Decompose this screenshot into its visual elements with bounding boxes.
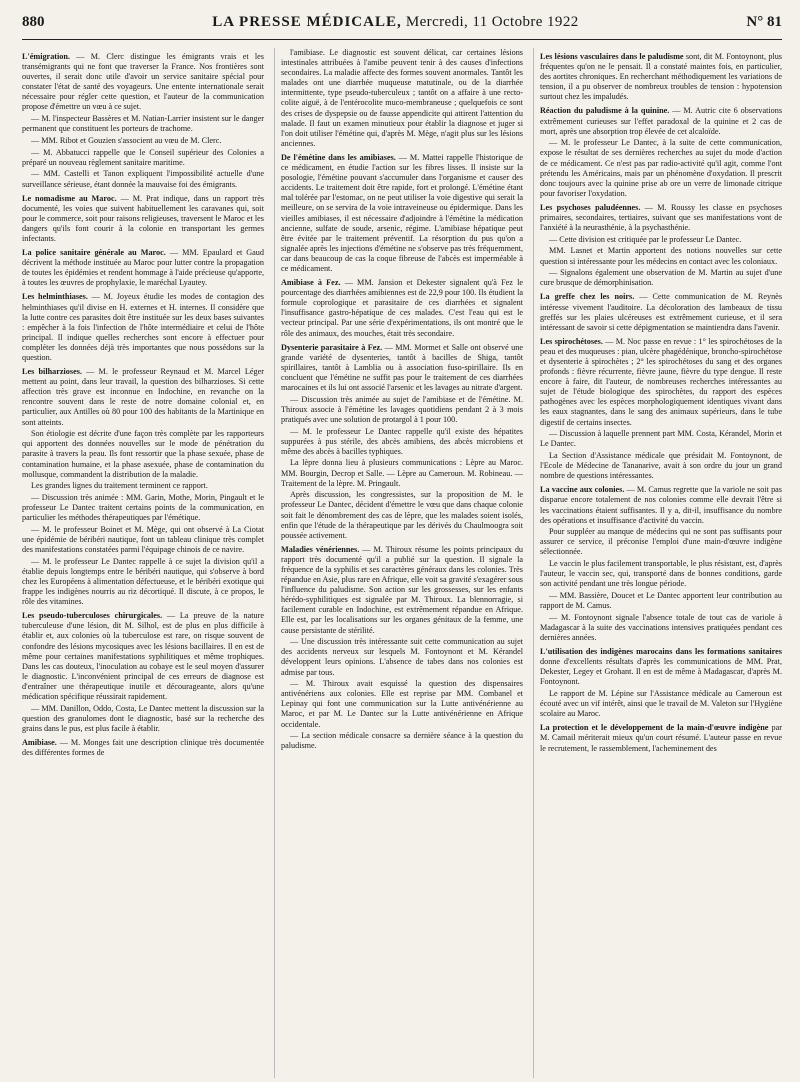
paragraph: [22, 169, 264, 189]
section-heading: Maladies vénériennes.: [281, 544, 360, 554]
paragraph: [540, 292, 782, 332]
section-heading: Les bilharzioses.: [22, 367, 82, 377]
paragraph: [22, 557, 264, 607]
paragraph: [540, 337, 782, 428]
paragraph: [281, 458, 523, 488]
paragraph: [540, 613, 782, 643]
paragraph-text: l'amibiase. Le diagnostic est souvent délicat, car certaines lésions intestinales attribuées à l'amibe peuvent tenir à des causes d'infections secondaires. La maladie affecte des formes souvent anormales. Tantôt les malades ont une diarrhée muqueuse matutinale, ou de la diarrhée intermittente, type pseudo-tuberculeux ; tantôt on a affaire à une recto-colite aiguë, à de l'entérocolite muco-membraneuse ; quelquefois ce sont des crises de dyspepsie ou de fausse appendicite qui attirent l'attention du malade. Il faut un examen minutieux pour établir la diagnose et juger si l'on doit utiliser l'émétine qui, d'après M. Mège, n'agit plus sur les lésions anciennes.: [281, 48, 523, 148]
paragraph: [540, 52, 782, 102]
paragraph-text: — M. Joyeux étudie les modes de contagion des helminthiases qu'il divise en H. externes et H. internes. Il considère que la lutte contre ces parasites doit être instituée sur les deux bases suivantes : empêcher à la fois l'infection de l'hôte intermédiaire et celui de l'hôte principal. Il indique quelles recherches sont encore à effectuer pour compléter les données déjà très importantes que nous possédons sur la question.: [22, 292, 264, 362]
paragraph: [22, 481, 264, 491]
section-heading: Les lésions vasculaires dans le paludisme: [540, 52, 684, 61]
section-heading: Les helminthiases.: [22, 292, 88, 302]
paragraph-text: — M. Abbatucci rappelle que le Conseil supérieur des Colonies a préparé un nouveau règlement sanitaire maritime.: [22, 147, 264, 167]
paragraph-text: — Une discussion très intéressante suit cette communication au sujet des accidents nerveux sur lesquels M. Fontoynont et M. Kérandel développent leurs opinions. L'absence de tabes dans nos colonies est admise par tous.: [281, 637, 523, 677]
paragraph: [22, 493, 264, 523]
paragraph: [281, 637, 523, 677]
paragraph-text: Les grandes lignes du traitement terminent ce rapport.: [31, 481, 208, 491]
section-heading: Les spirochétoses.: [540, 336, 603, 346]
paragraph: [22, 367, 264, 428]
paragraph-text: Pour suppléer au manque de médecins qui ne sont pas suffisants pour assurer ce service, il préconise l'emploi d'une main-d'œuvre indigène sélectionnée.: [540, 527, 782, 557]
paragraph-text: — M. Roussy les classe en psychoses primaires, secondaires, tertiaires, suivant que ses manifestations vont de l'anxiété à la neurasthénie, à la psychasthénie.: [540, 202, 782, 233]
journal-name: LA PRESSE MÉDICALE,: [212, 14, 402, 30]
column-2: [274, 48, 523, 1078]
paragraph-text: par M. Camail mériterait mieux qu'un court résumé. L'auteur passe en revue le recrutement, le rassemblement, l'acheminement des: [540, 723, 782, 753]
paragraph-text: — Discussion très animée au sujet de l'amibiase et de l'émétine. M. Thiroux associe à l'émétine les lavages quotidiens pendant 2 à 3 mois pratiqués avec une solution de protargol à 1 pour 100.: [281, 394, 523, 424]
paragraph-text: — M. Mattei rappelle l'historique de ce médicament, en étudie l'action sur les fibres lisses. Il insiste sur la posologie, l'émétine pouvant s'accumuler dans l'organisme et causer des accidents. Le traitement doit être rapide, fort et prolongé. L'émétine étant mal tolérée par l'estomac, on ne peut utiliser la voie digestive qui serait la meilleure, on se servira de la voie intraveineuse ou épidermique. Dans les vieilles amibiases, il est nécessaire d'adjoindre à l'émétine la médication ancienne, sulfate de soude, arsenic, régime. L'amibiase hépatique peut être évitée par le traitement préventif. La résorption du pus qu'on a signalée après les injections d'émétine ne s'observe pas très fréquemment, car dans beaucoup de cas la coque fibreuse de l'abcès est imperméable à ce médicament.: [281, 152, 523, 273]
paragraph: [22, 525, 264, 555]
paragraph-text: — MM. Castelli et Tanon expliquent l'impossibilité actuelle d'une surveillance sérieuse, étant donnée la mauvaise foi des émigrants.: [22, 169, 264, 189]
paragraph-text: — Discussion à laquelle prennent part MM. Costa, Kérandel, Morin et Le Dantec.: [540, 429, 782, 449]
paragraph-text: — M. Camus regrette que la variole ne soit pas disparue encore totalement de nos colonies comme elle devrait l'être si les vaccinations étaient suffisantes. Il y a, dit-il, insuffisance du nombre des opérations et insuffisance d'activité du vaccin.: [540, 485, 782, 525]
paragraph: [281, 427, 523, 457]
paragraph: [540, 268, 782, 288]
paragraph: [22, 194, 264, 244]
paragraph: [22, 704, 264, 734]
paragraph-text: — MM. Mormet et Salle ont observé une grande variété de dysenteries, tantôt à bacilles de Shiga, tantôt spirillaires, tantôt à Lamblia ou à association fuso-spirillaire. Ils en concluent que l'émétine ne suffit pas pour le traitement de ces diarrhées marocaines et ils lui ont associé l'arsenic et les lavages au nitrate d'argent.: [281, 342, 523, 392]
section-heading: Amibiase à Fez.: [281, 278, 341, 288]
paragraph: [22, 52, 264, 113]
paragraph: [540, 527, 782, 557]
paragraph: [540, 138, 782, 199]
paragraph-text: — Cette communication de M. Reynès intéresse vivement l'auditoire. La décoloration des lambeaux de tissu greffés sur les plaies ulcéreuses est extrêmement curieuse, et il sera intéressant de savoir si cette dépigmentation se maintiendra dans l'avenir.: [540, 292, 782, 332]
paragraph-text: Le rapport de M. Lépine sur l'Assistance médicale au Cameroun est écouté avec un vif intérêt, ainsi que le travail de M. Valeton sur l'Hygiène scolaire au Maroc.: [540, 689, 782, 719]
paragraph-text: — La section médicale consacre sa dernière séance à la question du paludisme.: [281, 731, 523, 751]
section-heading: La greffe chez les noirs.: [540, 292, 635, 302]
paragraph-text: — Discussion très animée : MM. Garin, Mothe, Morin, Pingault et le professeur Le Dantec traitent certains points de la communication, en particulier les méthodes thérapeutiques par l'émétique.: [22, 493, 264, 523]
paragraph-text: Après discussion, les congressistes, sur la proposition de M. le professeur Le Dantec, décident d'émettre le vœu que dans chaque colonie soit fait le dénombrement des cas de lèpre, que les malades soient isolés, enfin que l'étude de la thérapeutique par les dérivés du Chaulmoogra soit poussée activement.: [281, 490, 523, 540]
paragraph-text: — Cette division est critiquée par le professeur Le Dantec.: [549, 234, 742, 244]
paragraph-text: — M. le professeur Boinet et M. Mège, qui ont observé à La Ciotat une épidémie de béribéri nautique, font un tableau clinique très complet des manifestations constatées parmi l'équipage chinois de ce navire.: [22, 524, 264, 555]
paragraph: [22, 114, 264, 134]
paragraph: [540, 106, 782, 136]
paragraph: [540, 559, 782, 589]
running-title: [212, 14, 578, 31]
paragraph: [22, 136, 264, 146]
paragraph: [540, 235, 782, 245]
paragraph: [540, 485, 782, 525]
paragraph-text: Son étiologie est décrite d'une façon très complète par les rapporteurs qui apportent des données nouvelles sur le mode de pénétration du parasite à travers la peau. Ils font ressortir que la phase sexuée, phase de contamination humaine, et la phase asexuée, phase de contamination du mollusque, commandent la distribution de la maladie.: [22, 429, 264, 479]
section-heading: La vaccine aux colonies.: [540, 485, 625, 495]
paragraph-text: MM. Lasnet et Martin apportent des notions nouvelles sur cette question si intéressante pour les médecins en contact avec les coloniaux.: [540, 246, 782, 266]
paragraph-text: — M. Prat indique, dans un rapport très documenté, les voies que suivent habituellement les caravanes qui, soit pour le commerce, soit pour raisons religieuses, traversent le Maroc et les dangers qu'ils font courir à la colonie en transportant les germes infectants.: [22, 193, 264, 243]
paragraph: [281, 545, 523, 636]
page-header: [22, 14, 782, 40]
column-1: [22, 48, 264, 1078]
paragraph-text: — M. le professeur Le Dantec, à la suite de cette communication, expose le résultat de ses dernières recherches au sujet du mode d'action de ce médicament. Ce n'est pas par radio-activité qu'il agit, comme l'ont prétendu les Américains, mais par un phénomène d'oxydation. Il prescrit donc toujours avec la quinine prise ab ore un verre de limonade citrique pour favoriser l'oxydation.: [540, 138, 782, 198]
page-number: 880: [22, 14, 45, 30]
paragraph: [22, 292, 264, 363]
paragraph-text: — M. le professeur Reynaud et M. Marcel Léger mettent au point, dans leur travail, la question des bilharzioses. Si cette affection très grave est inconnue en Indochine, en revanche on la rencontre souvent dans le reste de notre domaine colonial et, en particulier, aux Antilles où 80 pour 100 des habitants de la Martinique en sont atteints.: [22, 367, 264, 427]
paragraph-text: — MM. Bassière, Doucet et Le Dantec apportent leur contribution au rapport de M. Camus.: [540, 591, 782, 611]
paragraph-text: — M. Clerc distingue les émigrants vrais et les transémigrants qui ne font que traverser la France. Nos frontières sont ouvertes, il serait donc utile d'avoir un service sanitaire spécial pour constater l'état de santé des voyageurs. Une entente internationale serait nécessaire pour régler cette question, et l'auteur de la communication propose d'émettre un vœu à ce sujet.: [22, 52, 264, 112]
paragraph-text: — M. Monges fait une description clinique très documentée des différentes formes de: [22, 737, 264, 758]
paragraph: [281, 278, 523, 339]
section-heading: Les pseudo-tuberculoses chirurgicales.: [22, 611, 163, 621]
section-heading: L'émigration.: [22, 52, 70, 61]
paragraph: [281, 731, 523, 751]
paragraph: [281, 153, 523, 274]
paragraph-text: Le vaccin le plus facilement transportable, le plus résistant, est, d'après l'auteur, le vaccin sec, qui, transporté dans de bonnes conditions, garde son activité pendant une très longue période.: [540, 559, 782, 589]
paragraph: [22, 148, 264, 168]
issue-date: Mercredi, 11 Octobre 1922: [405, 14, 579, 30]
paragraph-text: — MM. Danillon, Oddo, Costa, Le Dantec mettent la discussion sur la question des granulomes dont le diagnostic, basé sur la recherche des grains dans le pus, est plus facile à établir.: [22, 703, 264, 733]
paragraph-text: — M. Fontoynont signale l'absence totale de tout cas de variole à Madagascar à la suite des vaccinations intensives pratiquées pendant ces dernières années.: [540, 612, 782, 642]
paragraph-text: — MM. Ribot et Gouzien s'associent au vœu de M. Clerc.: [31, 135, 222, 145]
paragraph: [22, 738, 264, 758]
paragraph: [540, 689, 782, 719]
paragraph: [22, 611, 264, 702]
paragraph-text: — M. Noc passe en revue : 1° les spirochétoses de la peau et des muqueuses : pian, ulcère phagédénique, broncho-spirochétose et dysenterie à spirochètes ; 2° les spirochétoses du sang et des organes profonds : fièvre récurrente, fièvre jaune, fièvre du type dengue. Il reste encore à faire, dit l'auteur, de nombreuses recherches intéressantes au sujet de l'étude biologique des spirochètes, du rapport des espèces pathogènes avec les espèces morphologiquement identiques vivant dans les eaux stagnantes, dans le sang des animaux supérieurs, dans le tube digestif de certains insectes.: [540, 336, 782, 427]
paragraph: [22, 429, 264, 479]
section-heading: La police sanitaire générale au Maroc.: [22, 248, 166, 258]
paragraph: [540, 451, 782, 481]
section-heading: Amibiase.: [22, 737, 57, 747]
paragraph-text: La Section d'Assistance médicale que présidait M. Fontoynont, de l'Ecole de Médecine de Tananarive, avait à son ordre du jour un grand nombre de questions intéressantes.: [540, 451, 782, 481]
paragraph-text: — Signalons également une observation de M. Martin au sujet d'une cure brusque de démorphinisation.: [540, 268, 782, 288]
paragraph: [540, 246, 782, 266]
paragraph: [281, 490, 523, 540]
paragraph-text: donne d'excellents résultats d'après les communications de MM. Prat, Dekester, Legey et Grohant. Il en est de même à Madagascar, d'après M. Fontoynont.: [540, 657, 782, 687]
paragraph-text: — M. le professeur Le Dantec rappelle qu'il existe des hépatites suppurées à pus stérile, des abcès amibiens, des abcès microbiens et même des abcès à bacilles typhiques.: [281, 426, 523, 456]
paragraph-text: — M. Thiroux avait esquissé la question des dispensaires antivénériens aux colonies. Elle est reprise par MM. Combanel et Lepinay qui font une communication sur la Lutte antivénérienne au Maroc, et par M. Le Dantec sur la Lutte antivénérienne en Afrique occidentale.: [281, 679, 523, 729]
paragraph: [281, 395, 523, 425]
article-columns: [22, 48, 782, 1078]
paragraph-text: — MM. Jansion et Dekester signalent qu'à Fez le pourcentage des diarrhées amibiennes est de 22,9 pour 100. Ils étudient la formule coprologique et parasitaire de ces diarrhées et signalent l'insuffisance gastro-hépatique de ces malades. C'est l'eau qui est le vecteur principal. Par une série d'expérimentations, ils ont montré que le rôle des animaux, des mouches, était très secondaire.: [281, 278, 523, 338]
paragraph: [540, 203, 782, 233]
paragraph-text: — M. le professeur Le Dantec rappelle à ce sujet la division qu'il a établie depuis longtemps entre le béribéri nautique, qui s'observe à bord chez les Européens à alimentation défectueuse, et le béribéri exotique qui frappe les indigènes nourris au riz décortiqué. Il discute, à ce propos, le rôle des vitamines.: [22, 556, 264, 607]
section-heading: La protection et le développement de la main-d'œuvre indigène: [540, 723, 769, 733]
paragraph: [22, 248, 264, 288]
issue-number: N° 81: [746, 14, 782, 30]
paragraph: [540, 591, 782, 611]
paragraph-text: — M. Thiroux résume les points principaux du rapport très documenté qu'il a publié sur la question. Il signale la fréquence de la syphilis et ses caractères généraux dans les colonies. Très répandue en Asie, plus rare en Afrique, elle voit sa gravité s'exagérer sous l'influence du paludisme. Son action sur les grossesses, sur les enfants hérédo-syphilitiques est signalée par M. Thiroux. La blennorragie, si facilement curable en Indochine, est extrêmement répandue en Afrique. Elle est, par les localisations sur les organes génitaux de la femme, une cause persistante de stérilité.: [281, 544, 523, 635]
paragraph-text: — M. Autric cite 6 observations extrêmement curieuses sur l'effet paradoxal de la quinine et 2 cas de mort, après une absorption trop élevée de cet alcaloïde.: [540, 106, 782, 136]
section-heading: L'utilisation des indigènes marocains dans les formations sanitaires: [540, 647, 782, 657]
section-heading: Réaction du paludisme à la quinine.: [540, 106, 670, 116]
paragraph: [540, 647, 782, 687]
section-heading: De l'émétine dans les amibiases.: [281, 152, 396, 162]
paragraph: [281, 343, 523, 393]
paragraph-text: — La preuve de la nature tuberculeuse d'une lésion, dit M. Silhol, est de plus en plus difficile à établir et, aux colonies où la tuberculose est rare, on risque souvent de confondre des lésions mycosiques avec les lésions bacillaires. Il en est de même pour certaines manifestations syphilitiques et même trophiques. Dans les cas douteux, l'inoculation au cobaye est le seul moyen d'assurer le diagnostic. L'inconvénient principal de ces erreurs de diagnose est d'entraîner une thérapeutique inutile et décourageante, alors qu'une médication spécifique réussirait rapidement.: [22, 611, 264, 701]
paragraph: [281, 679, 523, 729]
paragraph-text: La lèpre donna lieu à plusieurs communications : Lèpre au Maroc. MM. Bourgin, Decrop et Salle. — Lèpre au Cameroun. M. Robineau. — Traitement de la lèpre. M. Pringault.: [281, 458, 523, 488]
section-heading: Dysenterie parasitaire à Fez.: [281, 342, 383, 352]
column-3: [533, 48, 782, 1078]
section-heading: Le nomadisme au Maroc.: [22, 193, 117, 203]
paragraph-text: — MM. Epaulard et Gaud décrivent la méthode instituée au Maroc pour lutter contre la propagation de toutes les épidémies et rendent hommage à l'aide précieuse qu'apporte, à toutes les œuvres de prophylaxie, le maréchal Lyautey.: [22, 248, 264, 288]
paragraph-text: sont, dit M. Fontoynont, plus fréquentes qu'on ne le pensait. Il a constaté maintes fois, en particulier, des aortites chroniques. En recherchant méthodiquement les variations de tension, il a pu observer de nombreux troubles de tension : hypotension surtout chez les impaludés.: [540, 52, 782, 102]
paragraph: [281, 48, 523, 149]
paragraph: [540, 429, 782, 449]
paragraph-text: — M. l'inspecteur Bassères et M. Natian-Larrier insistent sur le danger permanent que constituent les porteurs de trachome.: [22, 114, 264, 134]
paragraph: [540, 723, 782, 753]
section-heading: Les psychoses paludéennes.: [540, 202, 641, 212]
